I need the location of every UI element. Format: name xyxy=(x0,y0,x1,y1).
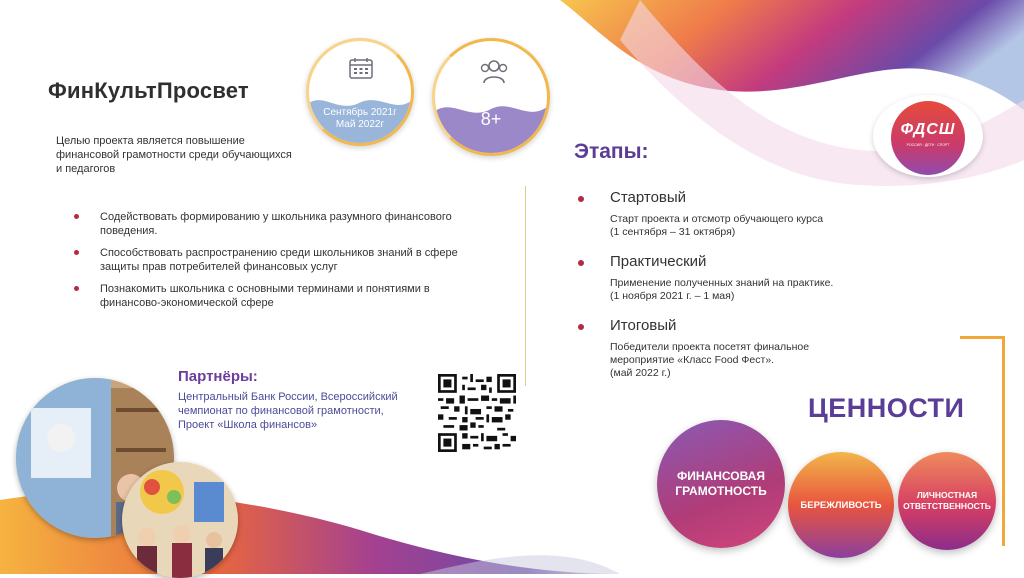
age-badge xyxy=(432,38,550,156)
bullet-dot xyxy=(578,260,584,266)
brand-title: ФинКультПросвет xyxy=(48,78,249,103)
stage-desc-line: мероприятие «Класс Food Фест». xyxy=(610,354,775,366)
date-end: Май 2022г xyxy=(335,119,385,130)
frame-line xyxy=(1002,336,1005,546)
value-thrift xyxy=(788,452,894,558)
project-goal: Целью проекта является повышение финансовой грамотности среди обучающихся и педагогов xyxy=(56,135,292,175)
stage-desc-line: Старт проекта и отсмотр обучающего курса xyxy=(610,213,824,225)
stage-desc xyxy=(610,341,860,380)
value-financial-literacy xyxy=(657,420,785,548)
logo-mark: ФДСШ xyxy=(900,121,956,138)
bullet-dot xyxy=(578,196,584,202)
logo-emblem-icon xyxy=(891,101,965,175)
date-badge xyxy=(306,38,414,146)
bullet-dot xyxy=(578,324,584,330)
list-item: Содействовать формированию у школьника разумного финансового поведения. xyxy=(74,210,474,238)
partners-text: Центральный Банк России, Всероссийский чемпионат по финансовой грамотности, Проект «Школа финансов» xyxy=(178,391,398,431)
value-label: ГРАМОТНОСТЬ xyxy=(675,484,767,498)
stage-name: Практический xyxy=(610,253,707,270)
value-label: БЕРЕЖЛИВОСТЬ xyxy=(800,499,882,511)
partners-title: Партнёры: xyxy=(178,368,258,385)
kids-photo xyxy=(122,462,238,578)
stage-name: Итоговый xyxy=(610,317,677,334)
divider xyxy=(525,186,526,386)
date-start: Сентябрь 2021г xyxy=(323,107,397,118)
value-label: ОТВЕТСТВЕННОСТЬ xyxy=(903,501,991,511)
stage-desc-line: (май 2022 г.) xyxy=(610,367,671,379)
people-icon xyxy=(479,57,509,85)
date-range xyxy=(309,107,411,131)
calendar-icon xyxy=(349,57,373,79)
stage-desc-line: (1 сентября – 31 октября) xyxy=(610,226,736,238)
tasks-list xyxy=(74,210,474,318)
stage-desc-line: (1 ноября 2021 г. – 1 мая) xyxy=(610,290,735,302)
stage-name: Стартовый xyxy=(610,189,687,206)
logo-badge xyxy=(873,95,983,177)
qr-code[interactable] xyxy=(438,374,516,452)
age-value: 8+ xyxy=(480,109,502,129)
value-label: ФИНАНСОВАЯ xyxy=(677,469,765,483)
list-item: Способствовать распространению среди школьников знаний в сфере защиты прав потребителей финансовых услуг xyxy=(74,246,474,274)
list-item: Познакомить школьника с основными терминами и понятиями в финансово-экономической сфере xyxy=(74,282,474,310)
value-label: ЛИЧНОСТНАЯ xyxy=(916,490,978,500)
stage-desc-line: Победители проекта посетят финальное xyxy=(610,341,810,353)
stage-desc-line: Применение полученных знаний на практике. xyxy=(610,277,834,289)
frame-line xyxy=(960,336,1005,339)
logo-subtitle: РОССИЯ · ДЕТИ · СПОРТ xyxy=(906,143,950,147)
values-title: ЦЕННОСТИ xyxy=(808,393,965,423)
value-personal-responsibility xyxy=(898,452,996,550)
stage-desc xyxy=(610,213,860,239)
stage-desc xyxy=(610,277,860,303)
stages-title: Этапы: xyxy=(574,140,649,163)
